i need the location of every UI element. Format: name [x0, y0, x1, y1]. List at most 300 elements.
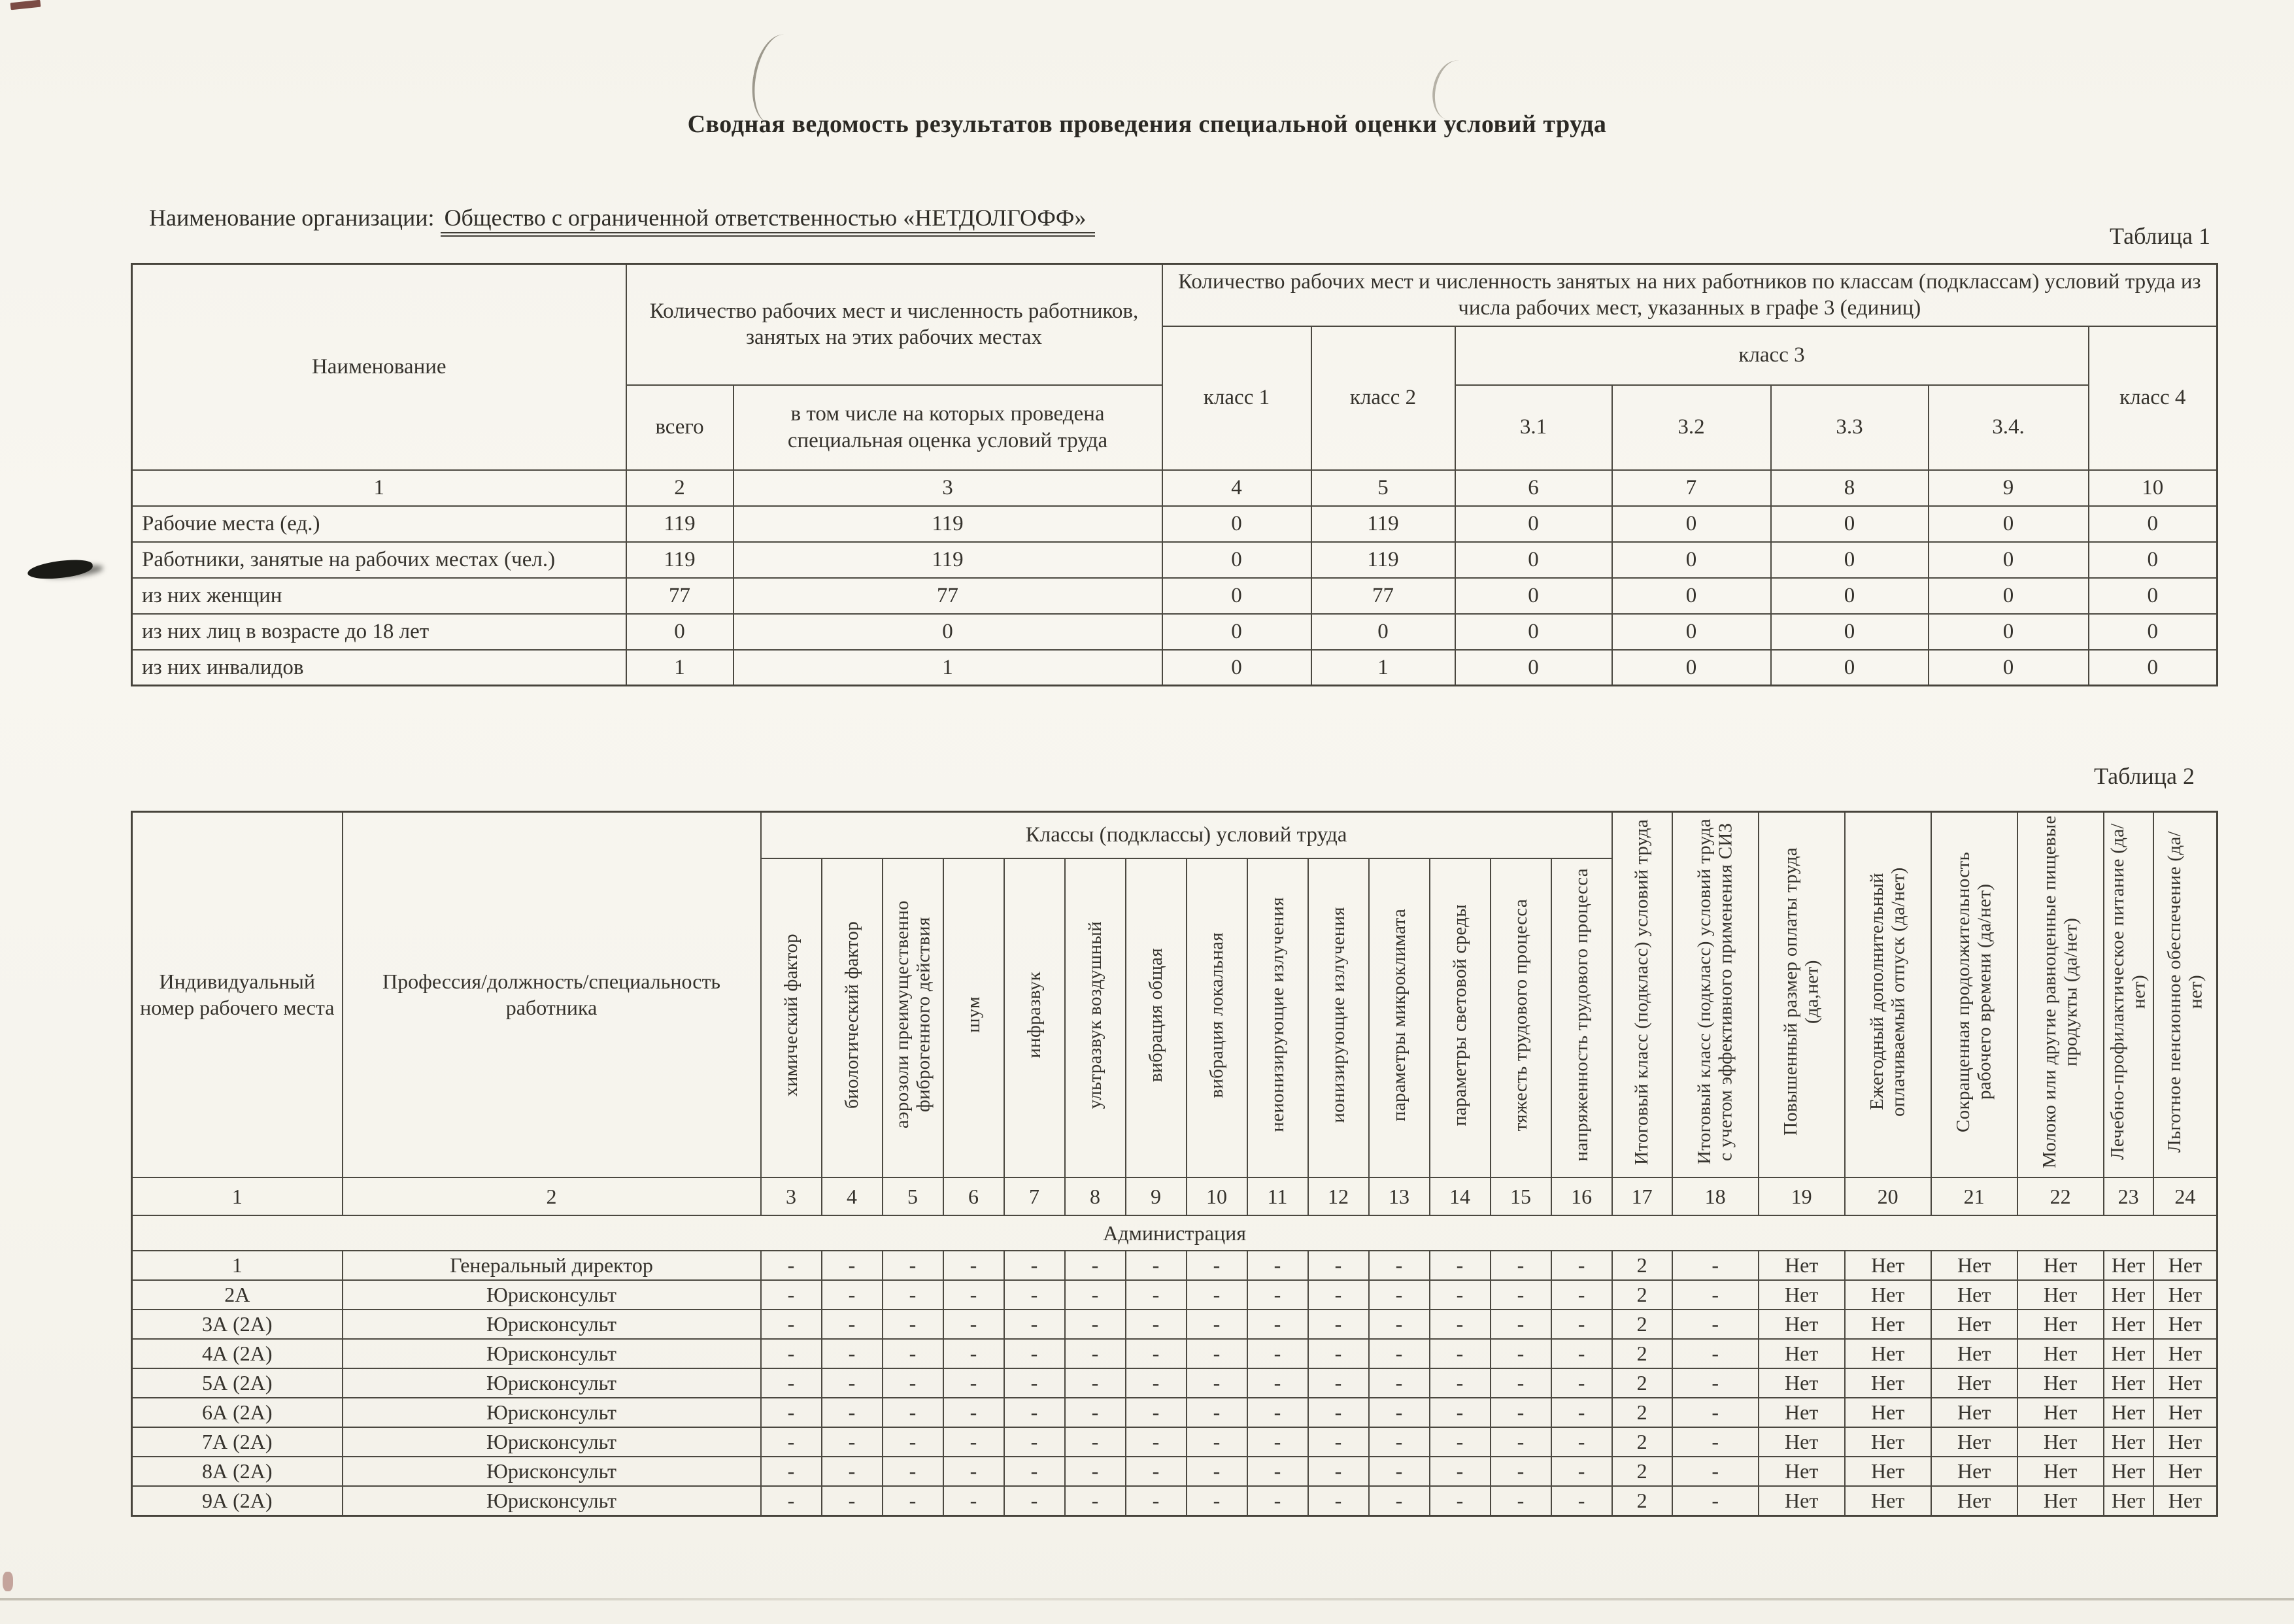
factor-column-header-label: вибрация общая	[1145, 947, 1166, 1082]
table2-section-row	[132, 1215, 2218, 1251]
factor-value-cell: -	[1126, 1368, 1187, 1398]
factor-value-cell: -	[1247, 1398, 1308, 1427]
factor-value-cell: -	[1065, 1310, 1126, 1339]
column-number-cell: 4	[1162, 470, 1311, 506]
final-class-cell: 2	[1612, 1251, 1672, 1280]
table2-caption: Таблица 2	[2094, 763, 2195, 789]
factor-value-cell: -	[883, 1251, 943, 1280]
factor-value-cell: -	[761, 1398, 822, 1427]
final-class-siz-cell: -	[1672, 1339, 1759, 1368]
final-class-siz-cell: -	[1672, 1280, 1759, 1310]
benefit-value-cell: Нет	[1845, 1486, 1931, 1516]
value-cell: 77	[1311, 578, 1455, 614]
factor-value-cell: -	[1065, 1251, 1126, 1280]
value-cell: 0	[626, 614, 734, 650]
column-number-cell: 8	[1065, 1177, 1126, 1215]
column-number-cell: 9	[1929, 470, 2089, 506]
organization-line	[149, 204, 1095, 231]
factor-value-cell: -	[883, 1486, 943, 1516]
factor-value-cell: -	[761, 1368, 822, 1398]
factor-value-cell: -	[1430, 1368, 1491, 1398]
factor-value-cell: -	[1004, 1251, 1065, 1280]
value-cell: 0	[1612, 542, 1771, 578]
factor-value-cell: -	[1065, 1339, 1126, 1368]
factor-value-cell: -	[1065, 1398, 1126, 1427]
workplace-id-cell: 8А (2А)	[132, 1457, 343, 1486]
benefit-value-cell: Нет	[2153, 1251, 2218, 1280]
final-class-siz-cell: -	[1672, 1457, 1759, 1486]
factor-column-header-label: ионизирующие излучения	[1327, 906, 1349, 1123]
table1-group-classes-header: Количество рабочих мест и численность занятых на них работников по классам (подклассам) условий труда из числа рабочих мест, указанных в графе 3 (единиц)	[1162, 264, 2218, 326]
factor-value-cell: -	[1369, 1339, 1430, 1368]
factor-value-cell: -	[1187, 1486, 1247, 1516]
benefit-value-cell: Нет	[1759, 1427, 1845, 1457]
benefit-value-cell: Нет	[2104, 1457, 2153, 1486]
value-cell: 0	[1929, 506, 2089, 542]
final-class-cell: 2	[1612, 1339, 1672, 1368]
column-number-cell: 5	[1311, 470, 1455, 506]
profession-cell: Юрисконсульт	[343, 1457, 761, 1486]
factor-value-cell: -	[1369, 1486, 1430, 1516]
factor-value-cell: -	[1369, 1457, 1430, 1486]
column-number-cell: 15	[1491, 1177, 1551, 1215]
factor-value-cell: -	[1551, 1398, 1612, 1427]
benefit-value-cell: Нет	[2153, 1339, 2218, 1368]
factor-value-cell: -	[1247, 1251, 1308, 1280]
table1-col-name-header: Наименование	[132, 264, 626, 470]
factor-value-cell: -	[761, 1280, 822, 1310]
table-row	[132, 1368, 2218, 1398]
factor-value-cell: -	[883, 1457, 943, 1486]
factor-value-cell: -	[1187, 1339, 1247, 1368]
factor-value-cell: -	[1247, 1368, 1308, 1398]
benefit-value-cell: Нет	[2104, 1486, 2153, 1516]
factor-value-cell: -	[1308, 1457, 1369, 1486]
factor-column-header-label: параметры микроклимата	[1388, 908, 1409, 1121]
table1-col-total-header: всего	[626, 385, 734, 470]
benefit-value-cell: Нет	[1759, 1457, 1845, 1486]
factor-value-cell: -	[1065, 1427, 1126, 1457]
scan-artifact-edge-line	[0, 1598, 2294, 1600]
row-label-cell: Рабочие места (ед.)	[132, 506, 626, 542]
final-class-siz-cell: -	[1672, 1368, 1759, 1398]
factor-value-cell: -	[1551, 1310, 1612, 1339]
benefit-value-cell: Нет	[1845, 1280, 1931, 1310]
factor-value-cell: -	[1247, 1486, 1308, 1516]
table1-col-sout-header: в том числе на которых проведена специальная оценка условий труда	[734, 385, 1162, 470]
factor-column-header	[1551, 858, 1612, 1177]
column-number-cell: 4	[822, 1177, 883, 1215]
factor-value-cell: -	[1126, 1310, 1187, 1339]
factor-value-cell: -	[822, 1486, 883, 1516]
value-cell: 119	[626, 506, 734, 542]
factor-value-cell: -	[1065, 1486, 1126, 1516]
value-cell: 0	[1771, 578, 1929, 614]
factor-value-cell: -	[1308, 1427, 1369, 1457]
factor-column-header	[1187, 858, 1247, 1177]
factor-value-cell: -	[761, 1339, 822, 1368]
table1-subclass-34-header: 3.4.	[1929, 385, 2089, 470]
factor-value-cell: -	[1551, 1427, 1612, 1457]
benefit-value-cell: Нет	[1759, 1368, 1845, 1398]
factor-value-cell: -	[1187, 1457, 1247, 1486]
factor-column-header	[943, 858, 1004, 1177]
final-class-siz-cell: -	[1672, 1251, 1759, 1280]
factor-value-cell: -	[1126, 1251, 1187, 1280]
column-number-cell: 9	[1126, 1177, 1187, 1215]
table2-workplaces	[131, 811, 2218, 1517]
value-cell: 0	[1612, 506, 1771, 542]
column-number-cell: 1	[132, 1177, 343, 1215]
value-cell: 1	[734, 650, 1162, 686]
factor-value-cell: -	[822, 1368, 883, 1398]
factor-column-header-label: вибрация локальная	[1206, 932, 1227, 1098]
table-row	[132, 578, 2218, 614]
benefit-value-cell: Нет	[1931, 1280, 2017, 1310]
profession-cell: Юрисконсульт	[343, 1427, 761, 1457]
benefit-value-cell: Нет	[2153, 1310, 2218, 1339]
factor-column-header	[1126, 858, 1187, 1177]
factor-value-cell: -	[883, 1280, 943, 1310]
benefit-value-cell: Нет	[2017, 1486, 2104, 1516]
factor-value-cell: -	[1551, 1280, 1612, 1310]
table1-class4-header: класс 4	[2089, 326, 2218, 470]
factor-value-cell: -	[943, 1280, 1004, 1310]
factor-value-cell: -	[1004, 1280, 1065, 1310]
value-cell: 0	[1455, 506, 1612, 542]
scan-artifact-ink-smudge	[27, 558, 93, 581]
value-cell: 119	[626, 542, 734, 578]
column-number-cell: 8	[1771, 470, 1929, 506]
factor-value-cell: -	[1430, 1398, 1491, 1427]
benefit-value-cell: Нет	[2017, 1427, 2104, 1457]
value-cell: 0	[1771, 650, 1929, 686]
value-cell: 0	[2089, 506, 2218, 542]
column-number-cell: 2	[626, 470, 734, 506]
factor-column-header	[1247, 858, 1308, 1177]
factor-value-cell: -	[1430, 1251, 1491, 1280]
factor-value-cell: -	[1491, 1486, 1551, 1516]
value-cell: 119	[1311, 542, 1455, 578]
row-label-cell: из них инвалидов	[132, 650, 626, 686]
factor-value-cell: -	[943, 1251, 1004, 1280]
row-label-cell: из них женщин	[132, 578, 626, 614]
table1-class2-header: класс 2	[1311, 326, 1455, 470]
factor-value-cell: -	[1369, 1310, 1430, 1339]
final-class-cell: 2	[1612, 1457, 1672, 1486]
factor-value-cell: -	[1065, 1368, 1126, 1398]
benefit-value-cell: Нет	[2017, 1310, 2104, 1339]
factor-value-cell: -	[1491, 1427, 1551, 1457]
table1-group-workplaces-header: Количество рабочих мест и численность работников, занятых на этих рабочих местах	[626, 264, 1162, 385]
result-column-header	[1931, 812, 2017, 1178]
factor-value-cell: -	[1126, 1486, 1187, 1516]
value-cell: 1	[1311, 650, 1455, 686]
benefit-value-cell: Нет	[1845, 1457, 1931, 1486]
table2-col-profession-header: Профессия/должность/специальность работника	[343, 812, 761, 1178]
final-class-cell: 2	[1612, 1368, 1672, 1398]
factor-column-header-label: тяжесть трудового процесса	[1510, 898, 1531, 1131]
column-number-cell: 13	[1369, 1177, 1430, 1215]
result-column-header-label: Повышенный размер оплаты труда (да,нет)	[1780, 847, 1823, 1136]
benefit-value-cell: Нет	[1845, 1398, 1931, 1427]
table2-numbering-row	[132, 1177, 2218, 1215]
table-row	[132, 1280, 2218, 1310]
factor-value-cell: -	[1004, 1339, 1065, 1368]
column-number-cell: 11	[1247, 1177, 1308, 1215]
table1-subclass-33-header: 3.3	[1771, 385, 1929, 470]
result-column-header	[2104, 812, 2153, 1178]
factor-value-cell: -	[1551, 1368, 1612, 1398]
factor-column-header-label: ультразвук воздушный	[1084, 921, 1105, 1109]
value-cell: 0	[2089, 650, 2218, 686]
factor-column-header	[1308, 858, 1369, 1177]
factor-column-header	[822, 858, 883, 1177]
benefit-value-cell: Нет	[1845, 1251, 1931, 1280]
factor-column-header	[1004, 858, 1065, 1177]
factor-value-cell: -	[1187, 1251, 1247, 1280]
factor-value-cell: -	[1430, 1486, 1491, 1516]
result-column-header-label: Итоговый класс (подкласс) условий труда с учетом эффективного применения СИЗ	[1694, 819, 1736, 1165]
benefit-value-cell: Нет	[1759, 1339, 1845, 1368]
factor-value-cell: -	[761, 1251, 822, 1280]
benefit-value-cell: Нет	[2153, 1368, 2218, 1398]
factor-value-cell: -	[943, 1368, 1004, 1398]
value-cell: 119	[1311, 506, 1455, 542]
workplace-id-cell: 2А	[132, 1280, 343, 1310]
result-column-header-label: Ежегодный дополнительный оплачиваемый отпуск (да/нет)	[1866, 867, 1909, 1117]
factor-column-header-label: шум	[962, 996, 984, 1034]
factor-value-cell: -	[1308, 1339, 1369, 1368]
factor-value-cell: -	[1430, 1457, 1491, 1486]
result-column-header	[1672, 812, 1759, 1178]
scan-artifact-corner-mark	[10, 0, 41, 10]
factor-value-cell: -	[1308, 1398, 1369, 1427]
benefit-value-cell: Нет	[1759, 1486, 1845, 1516]
final-class-cell: 2	[1612, 1310, 1672, 1339]
benefit-value-cell: Нет	[1759, 1280, 1845, 1310]
column-number-cell: 7	[1612, 470, 1771, 506]
factor-value-cell: -	[883, 1368, 943, 1398]
factor-value-cell: -	[1187, 1310, 1247, 1339]
factor-value-cell: -	[1369, 1368, 1430, 1398]
column-number-cell: 3	[734, 470, 1162, 506]
benefit-value-cell: Нет	[2104, 1427, 2153, 1457]
factor-value-cell: -	[1247, 1457, 1308, 1486]
factor-value-cell: -	[1551, 1486, 1612, 1516]
profession-cell: Генеральный директор	[343, 1251, 761, 1280]
result-column-header	[1612, 812, 1672, 1178]
table-row	[132, 614, 2218, 650]
result-column-header-label: Сокращенная продолжительность рабочего времени (да/нет)	[1953, 851, 1995, 1132]
factor-value-cell: -	[1430, 1427, 1491, 1457]
factor-column-header	[1491, 858, 1551, 1177]
factor-column-header	[1065, 858, 1126, 1177]
factor-column-header	[761, 858, 822, 1177]
column-number-cell: 7	[1004, 1177, 1065, 1215]
table2-body	[132, 1215, 2218, 1516]
factor-value-cell: -	[1004, 1310, 1065, 1339]
table-row	[132, 1427, 2218, 1457]
factor-value-cell: -	[1126, 1280, 1187, 1310]
value-cell: 0	[1771, 542, 1929, 578]
column-number-cell: 2	[343, 1177, 761, 1215]
factor-value-cell: -	[883, 1398, 943, 1427]
table1-body	[132, 506, 2218, 686]
value-cell: 119	[734, 542, 1162, 578]
factor-value-cell: -	[1247, 1427, 1308, 1457]
value-cell: 0	[1162, 506, 1311, 542]
benefit-value-cell: Нет	[2153, 1457, 2218, 1486]
factor-value-cell: -	[1065, 1457, 1126, 1486]
value-cell: 0	[1612, 614, 1771, 650]
benefit-value-cell: Нет	[2153, 1398, 2218, 1427]
factor-value-cell: -	[761, 1457, 822, 1486]
value-cell: 0	[2089, 614, 2218, 650]
factor-column-header-label: инфразвук	[1023, 971, 1045, 1058]
result-column-header	[2153, 812, 2218, 1178]
benefit-value-cell: Нет	[1931, 1427, 2017, 1457]
workplace-id-cell: 5А (2А)	[132, 1368, 343, 1398]
benefit-value-cell: Нет	[2153, 1486, 2218, 1516]
table-row	[132, 650, 2218, 686]
result-column-header-label: Молоко или другие равноценные пищевые продукты (да/нет)	[2039, 815, 2082, 1168]
factor-value-cell: -	[1126, 1457, 1187, 1486]
column-number-cell: 22	[2017, 1177, 2104, 1215]
workplace-id-cell: 1	[132, 1251, 343, 1280]
factor-value-cell: -	[943, 1339, 1004, 1368]
row-label-cell: Работники, занятые на рабочих местах (чел.)	[132, 542, 626, 578]
benefit-value-cell: Нет	[1845, 1310, 1931, 1339]
table1-subclass-31-header: 3.1	[1455, 385, 1612, 470]
value-cell: 0	[1455, 578, 1612, 614]
benefit-value-cell: Нет	[2017, 1398, 2104, 1427]
benefit-value-cell: Нет	[1931, 1486, 2017, 1516]
benefit-value-cell: Нет	[2104, 1339, 2153, 1368]
column-number-cell: 24	[2153, 1177, 2218, 1215]
factor-value-cell: -	[1247, 1280, 1308, 1310]
profession-cell: Юрисконсульт	[343, 1368, 761, 1398]
final-class-siz-cell: -	[1672, 1486, 1759, 1516]
factor-value-cell: -	[1308, 1251, 1369, 1280]
factor-value-cell: -	[1369, 1427, 1430, 1457]
benefit-value-cell: Нет	[2104, 1368, 2153, 1398]
factor-column-header-label: химический фактор	[780, 933, 801, 1096]
factor-value-cell: -	[822, 1310, 883, 1339]
value-cell: 0	[1929, 542, 2089, 578]
factor-value-cell: -	[1369, 1398, 1430, 1427]
value-cell: 0	[1162, 578, 1311, 614]
column-number-cell: 3	[761, 1177, 822, 1215]
value-cell: 0	[1771, 614, 1929, 650]
workplace-id-cell: 7А (2А)	[132, 1427, 343, 1457]
factor-value-cell: -	[883, 1427, 943, 1457]
result-column-header	[1845, 812, 1931, 1178]
factor-value-cell: -	[943, 1310, 1004, 1339]
factor-value-cell: -	[1491, 1310, 1551, 1339]
factor-value-cell: -	[1491, 1368, 1551, 1398]
result-column-header	[2017, 812, 2104, 1178]
benefit-value-cell: Нет	[2153, 1427, 2218, 1457]
table1-numbering-row	[132, 470, 2218, 506]
factor-value-cell: -	[1551, 1339, 1612, 1368]
final-class-cell: 2	[1612, 1486, 1672, 1516]
benefit-value-cell: Нет	[2017, 1368, 2104, 1398]
benefit-value-cell: Нет	[2104, 1398, 2153, 1427]
benefit-value-cell: Нет	[2017, 1280, 2104, 1310]
value-cell: 0	[1162, 542, 1311, 578]
scan-artifact-bottom-mark	[3, 1572, 13, 1591]
column-number-cell: 19	[1759, 1177, 1845, 1215]
workplace-id-cell: 6А (2А)	[132, 1398, 343, 1427]
factor-value-cell: -	[943, 1486, 1004, 1516]
table-row	[132, 1339, 2218, 1368]
value-cell: 0	[1455, 650, 1612, 686]
benefit-value-cell: Нет	[1931, 1251, 2017, 1280]
table2-header-top-row	[132, 812, 2218, 858]
column-number-cell: 17	[1612, 1177, 1672, 1215]
benefit-value-cell: Нет	[1845, 1427, 1931, 1457]
column-number-cell: 12	[1308, 1177, 1369, 1215]
table1-summary	[131, 263, 2218, 686]
value-cell: 1	[626, 650, 734, 686]
factor-column-header	[883, 858, 943, 1177]
final-class-siz-cell: -	[1672, 1310, 1759, 1339]
factor-value-cell: -	[1369, 1251, 1430, 1280]
factor-value-cell: -	[1065, 1280, 1126, 1310]
value-cell: 0	[1771, 506, 1929, 542]
value-cell: 0	[1311, 614, 1455, 650]
organization-name: Общество с ограниченной ответственностью «НЕТДОЛГОФФ»	[441, 205, 1096, 237]
benefit-value-cell: Нет	[1931, 1368, 2017, 1398]
benefit-value-cell: Нет	[1759, 1398, 1845, 1427]
value-cell: 0	[1612, 650, 1771, 686]
factor-value-cell: -	[1430, 1280, 1491, 1310]
column-number-cell: 6	[1455, 470, 1612, 506]
factor-column-header-label: биологический фактор	[841, 921, 862, 1109]
factor-value-cell: -	[1126, 1398, 1187, 1427]
factor-value-cell: -	[1187, 1368, 1247, 1398]
column-number-cell: 18	[1672, 1177, 1759, 1215]
final-class-siz-cell: -	[1672, 1398, 1759, 1427]
factor-value-cell: -	[822, 1339, 883, 1368]
factor-value-cell: -	[1247, 1310, 1308, 1339]
value-cell: 77	[626, 578, 734, 614]
table-row	[132, 1486, 2218, 1516]
factor-value-cell: -	[761, 1310, 822, 1339]
factor-value-cell: -	[1187, 1280, 1247, 1310]
factor-value-cell: -	[822, 1427, 883, 1457]
profession-cell: Юрисконсульт	[343, 1486, 761, 1516]
benefit-value-cell: Нет	[2104, 1251, 2153, 1280]
factor-column-header-label: неионизирующие излучения	[1266, 897, 1288, 1133]
factor-value-cell: -	[943, 1398, 1004, 1427]
factor-value-cell: -	[1491, 1398, 1551, 1427]
benefit-value-cell: Нет	[1845, 1339, 1931, 1368]
value-cell: 0	[2089, 542, 2218, 578]
factor-value-cell: -	[1551, 1251, 1612, 1280]
document-title: Сводная ведомость результатов проведения специальной оценки условий труда	[687, 110, 1607, 138]
result-column-header-label: Лечебно-профилактическое питание (да/нет)	[2107, 823, 2150, 1160]
factor-value-cell: -	[1430, 1339, 1491, 1368]
factor-value-cell: -	[1491, 1251, 1551, 1280]
workplace-id-cell: 4А (2А)	[132, 1339, 343, 1368]
value-cell: 0	[1455, 542, 1612, 578]
result-column-header	[1759, 812, 1845, 1178]
benefit-value-cell: Нет	[2104, 1310, 2153, 1339]
factor-value-cell: -	[1308, 1280, 1369, 1310]
benefit-value-cell: Нет	[1759, 1251, 1845, 1280]
